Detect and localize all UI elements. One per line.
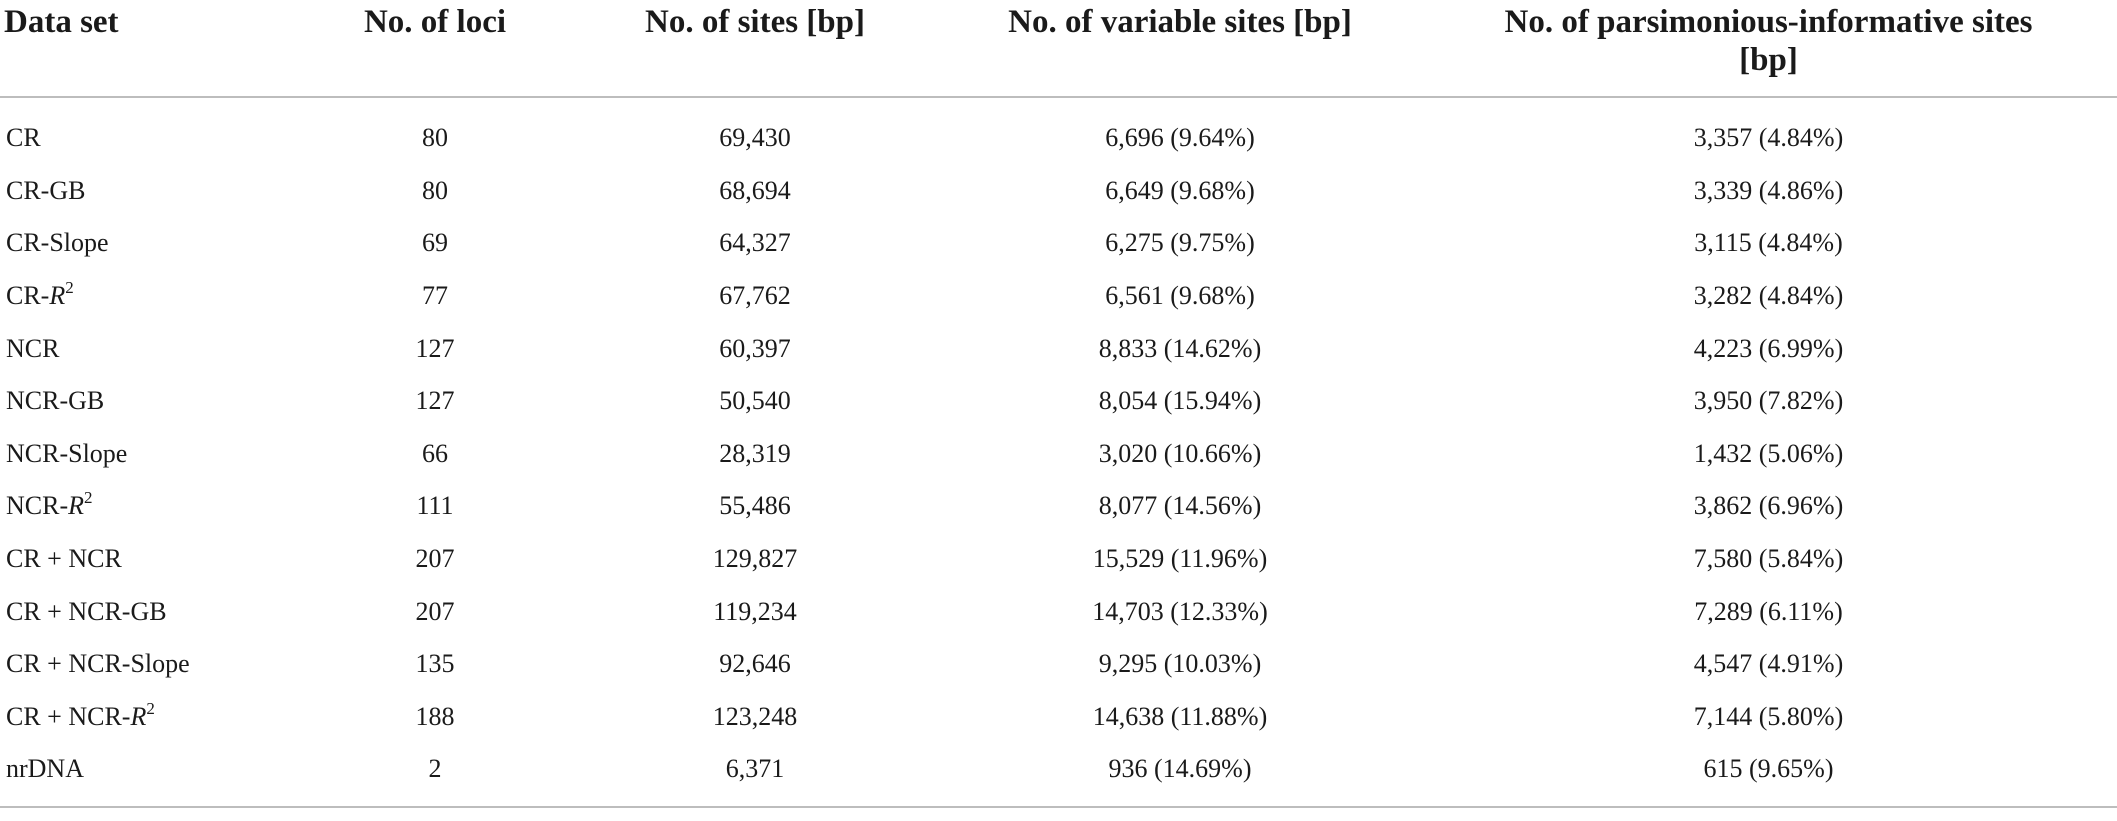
cell-variable-sites: 8,054 (15.94%) — [1098, 386, 1262, 416]
cell-parsimony-sites: 3,115 (4.84%) — [1694, 228, 1843, 258]
cell-variable-sites: 14,703 (12.33%) — [1092, 596, 1268, 626]
data-set-name: NCR — [6, 333, 60, 363]
table-row — [0, 217, 2117, 270]
cell-data-set — [0, 270, 300, 323]
table-row — [0, 638, 2117, 691]
table-body — [0, 97, 2117, 807]
cell-data-set — [0, 375, 300, 428]
cell-parsimony-sites: 3,357 (4.84%) — [1693, 123, 1844, 153]
cell-no-of-sites: 67,762 — [719, 281, 791, 311]
table-row — [0, 165, 2117, 218]
cell-no-of-loci: 80 — [422, 175, 448, 205]
cell-data-set — [0, 691, 300, 744]
data-set-name: NCR-Slope — [6, 438, 128, 468]
cell-no-of-sites: 55,486 — [719, 491, 791, 521]
data-set-superscript: 2 — [65, 278, 74, 298]
data-set-r-symbol: R — [130, 701, 147, 731]
cell-data-set — [0, 165, 300, 218]
cell-variable-sites: 936 (14.69%) — [940, 743, 1420, 807]
cell-data-set — [0, 638, 300, 691]
table-row — [0, 743, 2117, 807]
cell-variable-sites: 6,696 (9.64%) — [1105, 123, 1255, 153]
cell-data-set — [0, 97, 300, 165]
cell-data-set — [0, 743, 300, 807]
table-row — [0, 375, 2117, 428]
table-row — [0, 97, 2117, 165]
cell-parsimony-sites: 3,339 (4.86%) — [1693, 175, 1844, 205]
cell-parsimony-sites: 1,432 (5.06%) — [1693, 438, 1844, 468]
cell-no-of-loci: 188 — [415, 701, 455, 731]
cell-data-set — [0, 322, 300, 375]
cell-no-of-loci: 111 — [416, 491, 454, 521]
data-set-name: CR + NCR — [6, 544, 122, 574]
cell-parsimony-sites: 3,282 (4.84%) — [1693, 281, 1844, 311]
data-set-name: CR — [6, 123, 41, 153]
cell-no-of-loci: 207 — [415, 596, 455, 626]
table-header — [0, 0, 2117, 97]
data-set-name: CR + NCR-GB — [6, 596, 167, 626]
cell-variable-sites: 8,833 (14.62%) — [1098, 333, 1262, 363]
cell-parsimony-sites: 4,547 (4.91%) — [1693, 649, 1844, 679]
cell-no-of-loci: 135 — [415, 649, 455, 679]
header-parsimony-line2: [bp] — [1739, 42, 1798, 78]
cell-variable-sites: 15,529 (11.96%) — [1092, 544, 1268, 574]
cell-no-of-sites: 123,248 — [712, 701, 798, 731]
cell-no-of-sites: 64,327 — [719, 228, 791, 258]
cell-no-of-loci: 127 — [415, 333, 455, 363]
data-set-name: nrDNA — [6, 754, 84, 784]
cell-no-of-sites: 92,646 — [719, 649, 791, 679]
cell-variable-sites: 14,638 (11.88%) — [1092, 701, 1268, 731]
cell-no-of-sites: 28,319 — [719, 438, 791, 468]
cell-variable-sites: 8,077 (14.56%) — [1098, 491, 1262, 521]
header-row — [0, 0, 2117, 97]
cell-variable-sites: 6,649 (9.68%) — [1105, 175, 1255, 205]
table-row — [0, 322, 2117, 375]
cell-no-of-sites: 69,430 — [719, 123, 791, 153]
cell-parsimony-sites: 4,223 (6.99%) — [1693, 333, 1844, 363]
data-set-name: CR + NCR- — [6, 701, 131, 731]
cell-no-of-sites: 50,540 — [719, 386, 791, 416]
cell-no-of-loci: 77 — [422, 281, 448, 311]
cell-parsimony-sites: 7,144 (5.80%) — [1693, 701, 1844, 731]
data-set-name: NCR-GB — [6, 386, 105, 416]
data-set-superscript: 2 — [146, 698, 155, 718]
table-row — [0, 585, 2117, 638]
cell-no-of-sites: 129,827 — [712, 544, 798, 574]
cell-no-of-loci: 127 — [415, 386, 455, 416]
header-no-of-parsimonious-informative-sites — [1420, 0, 2117, 97]
header-no-of-sites: No. of sites [bp] — [570, 0, 940, 97]
table-row — [0, 480, 2117, 533]
data-set-name: CR + NCR-Slope — [6, 649, 190, 679]
data-set-r-symbol: R — [49, 281, 66, 311]
header-no-of-loci: No. of loci — [300, 0, 570, 97]
cell-variable-sites: 9,295 (10.03%) — [1098, 649, 1262, 679]
header-no-of-variable-sites: No. of variable sites [bp] — [940, 0, 1420, 97]
cell-no-of-loci: 207 — [415, 544, 455, 574]
cell-no-of-loci: 66 — [422, 438, 448, 468]
cell-parsimony-sites: 7,580 (5.84%) — [1693, 544, 1844, 574]
cell-data-set — [0, 533, 300, 586]
cell-no-of-loci: 69 — [422, 228, 448, 258]
data-set-name: CR-GB — [6, 175, 86, 205]
data-set-name: NCR- — [6, 491, 69, 521]
cell-parsimony-sites: 615 (9.65%) — [1420, 743, 2117, 807]
header-parsimony-line1: No. of parsimonious-informative sites — [1504, 4, 2033, 40]
cell-variable-sites: 6,275 (9.75%) — [1105, 228, 1255, 258]
cell-variable-sites: 6,561 (9.68%) — [1105, 281, 1255, 311]
cell-data-set — [0, 428, 300, 481]
header-data-set: Data set — [0, 0, 300, 97]
cell-no-of-loci: 80 — [422, 123, 448, 153]
data-set-name: CR-Slope — [6, 228, 109, 258]
cell-parsimony-sites: 3,862 (6.96%) — [1693, 491, 1844, 521]
data-set-superscript: 2 — [84, 488, 93, 508]
data-set-name: CR- — [6, 281, 50, 311]
cell-no-of-sites: 6,371 — [570, 743, 940, 807]
cell-variable-sites: 3,020 (10.66%) — [1098, 438, 1262, 468]
cell-no-of-sites: 68,694 — [719, 175, 791, 205]
table-row — [0, 533, 2117, 586]
cell-parsimony-sites: 3,950 (7.82%) — [1693, 386, 1844, 416]
data-set-r-symbol: R — [68, 491, 85, 521]
cell-no-of-sites: 60,397 — [719, 333, 791, 363]
cell-data-set — [0, 585, 300, 638]
table-row — [0, 691, 2117, 744]
cell-no-of-sites: 119,234 — [713, 596, 797, 626]
table-row — [0, 270, 2117, 323]
cell-parsimony-sites: 7,289 (6.11%) — [1694, 596, 1843, 626]
cell-no-of-loci: 2 — [300, 743, 570, 807]
cell-data-set — [0, 217, 300, 270]
table-row — [0, 428, 2117, 481]
cell-data-set — [0, 480, 300, 533]
